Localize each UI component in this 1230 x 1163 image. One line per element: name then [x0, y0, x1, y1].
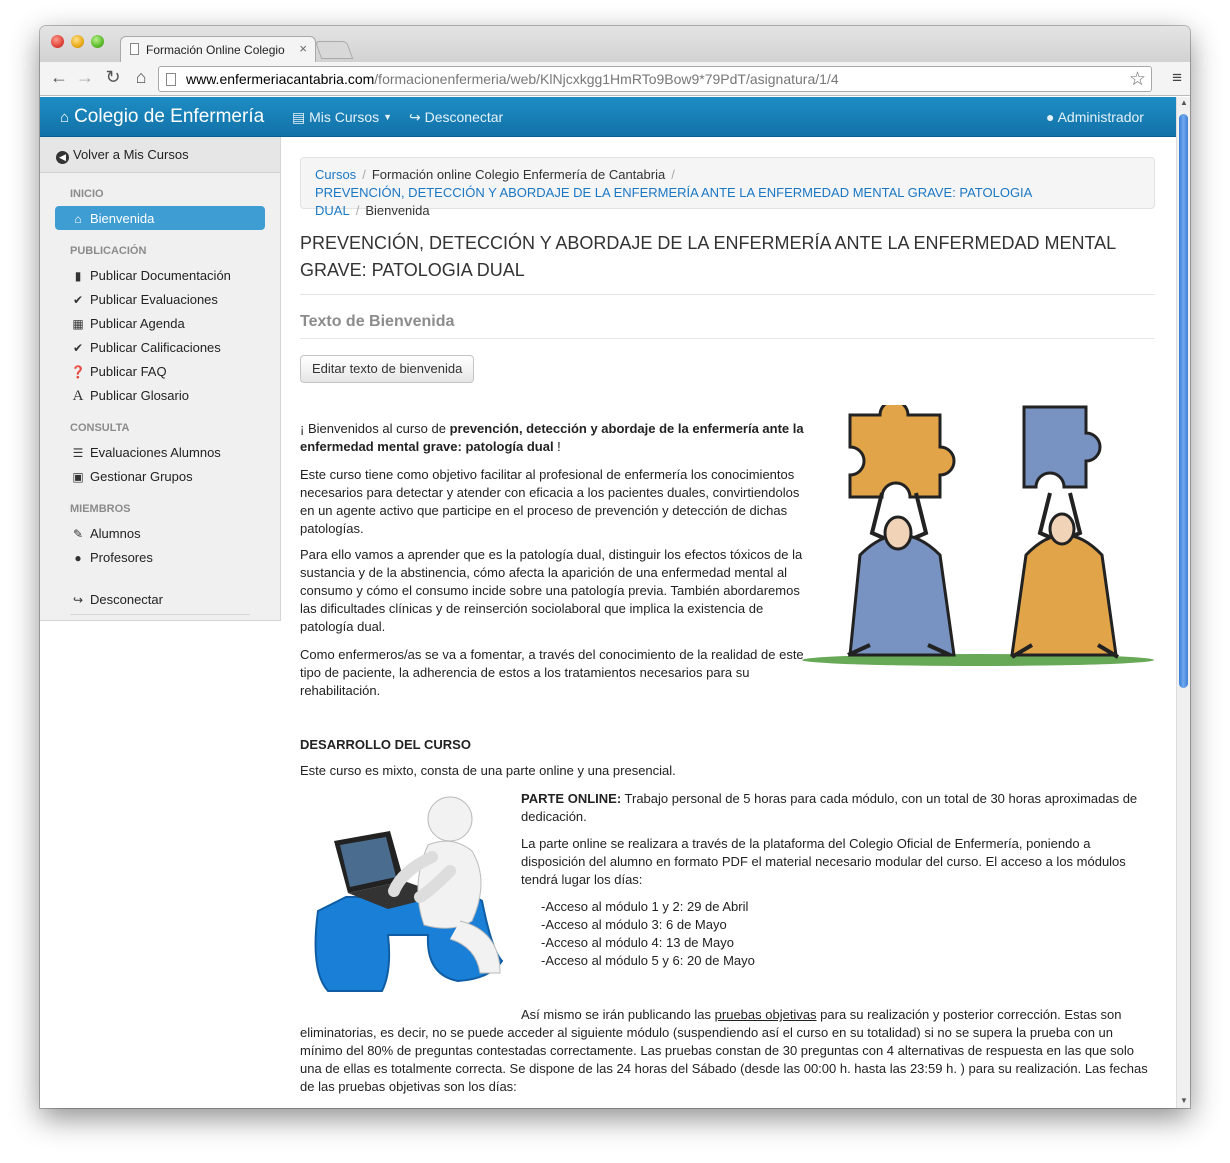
caret-down-icon: ▼	[383, 112, 393, 122]
scroll-thumb[interactable]	[1179, 114, 1188, 688]
sidebar-header-miembros: MIEMBROS	[70, 503, 131, 515]
main-content	[300, 137, 1156, 1108]
sidebar-header-publicacion: PUBLICACIÓN	[70, 245, 147, 257]
sidebar-item-publicar-documentacion[interactable]: ▮ Publicar Documentación	[55, 263, 265, 287]
page-icon	[166, 73, 176, 86]
browser-tab[interactable]	[120, 36, 316, 64]
list-item: -Acceso al módulo 1 y 2: 29 de Abril	[541, 899, 749, 914]
back-to-courses-link[interactable]: ◀ Volver a Mis Cursos	[40, 137, 280, 173]
browser-window	[40, 26, 1190, 1108]
url-text[interactable]: www.enfermeriacantabria.com/formacionenfermeria/web/KlNjcxkgg1HmRTo9Bow9*79PdT/asignatura/1/4	[186, 71, 839, 87]
laptop-person-illustration	[300, 791, 510, 1003]
brand-link[interactable]: ⌂ Colegio de Enfermería	[60, 106, 265, 127]
tab-strip	[40, 26, 1190, 62]
sidebar-header-consulta: CONSULTA	[70, 422, 130, 434]
sidebar	[40, 137, 281, 621]
check-icon: ✔	[72, 293, 84, 307]
close-window-button[interactable]	[51, 35, 64, 48]
breadcrumb: Cursos / Formación online Colegio Enfermería de Cantabria / PREVENCIÓN, DETECCIÓN Y ABORDAJE DE LA ENFERMERÍA ANTE LA ENFERMEDAD MENTAL GRAVE: PATOLOGIA DUAL / Bienvenida	[300, 157, 1155, 209]
forward-icon[interactable]: →	[76, 67, 94, 87]
top-navbar	[40, 97, 1176, 137]
sidebar-divider	[70, 614, 250, 615]
list-icon: ☰	[72, 446, 84, 460]
scroll-down-icon[interactable]: ▼	[1180, 1096, 1188, 1105]
minimize-window-button[interactable]	[71, 35, 84, 48]
breadcrumb-cursos[interactable]: Cursos	[315, 167, 357, 182]
sidebar-item-bienvenida[interactable]: ⌂ Bienvenida	[55, 206, 265, 230]
check-icon: ✔	[72, 341, 84, 355]
breadcrumb-formacion: Formación online Colegio Enfermería de Cantabria	[371, 167, 666, 182]
book-icon: ▤	[292, 109, 310, 125]
arrow-left-circle-icon: ◀	[56, 151, 69, 164]
sidebar-item-publicar-evaluaciones[interactable]: ✔ Publicar Evaluaciones	[55, 287, 265, 311]
list-item: -Acceso al módulo 4: 13 de Mayo	[541, 935, 734, 950]
sidebar-item-publicar-faq[interactable]: ❓ Publicar FAQ	[70, 364, 167, 379]
menu-icon[interactable]: ≡	[1172, 68, 1182, 87]
online-part-text: PARTE ONLINE: Trabajo personal de 5 horas para cada módulo, con un total de 30 horas aproximadas de dedicación.	[521, 791, 1138, 824]
mis-cursos-dropdown[interactable]: ▤ Mis Cursos ▼	[292, 109, 393, 125]
file-icon: ▮	[74, 269, 82, 283]
sidebar-header-inicio: INICIO	[70, 188, 104, 200]
edit-welcome-button[interactable]: Editar texto de bienvenida	[300, 355, 474, 383]
list-item: -Acceso al módulo 5 y 6: 20 de Mayo	[541, 953, 755, 968]
briefcase-icon: ▣	[72, 470, 84, 484]
tab-close-icon[interactable]: ×	[299, 41, 307, 56]
font-icon: A	[72, 388, 84, 404]
module-access-list	[541, 898, 941, 970]
new-tab-button[interactable]	[315, 41, 354, 59]
browser-toolbar	[40, 62, 1190, 96]
question-circle-icon: ❓	[70, 365, 86, 379]
sidebar-item-publicar-glosario[interactable]: A Publicar Glosario	[55, 383, 265, 407]
document-icon	[130, 43, 139, 55]
tab-title: Formación Online Colegio	[146, 43, 285, 57]
admin-link[interactable]: ● Administrador	[1046, 109, 1144, 125]
objective-paragraph: Este curso tiene como objetivo facilitar al profesional de enfermería los conocimientos necesarios para detectar y atender con eficacia a los pacientes duales, convirtiendolos en un agente activo que participe en el proceso de prevención y detección de dichas patologías.	[300, 467, 800, 536]
tests-paragraph: Así mismo se irán publicando las pruebas objetivas para su realización y posterior corrección. Estas son eliminatorias, es decir, no se puede acceder al siguiente módulo (suspendiendo así el curso en su totalidad) si no se supera la prueba con un mínimo del 80% de preguntas contestadas correctamente. Las pruebas constan de 30 preguntas con 4 alternativas de respuesta en las que solo una de ellas es totalmente correcta. Se dispone de las 24 horas del Sábado (desde las 00:00 h. hasta las 23:59 h. ) para su realización. Las fechas de las pruebas objetivas son los días:	[300, 1007, 1148, 1094]
user-icon: ●	[74, 551, 82, 565]
sidebar-item-publicar-agenda[interactable]: ▦ Publicar Agenda	[55, 311, 265, 335]
sidebar-item-publicar-calificaciones[interactable]: ✔ Publicar Calificaciones	[55, 335, 265, 359]
breadcrumb-current: Bienvenida	[365, 203, 430, 218]
puzzle-people-illustration	[800, 405, 1156, 670]
back-icon[interactable]: ←	[50, 67, 68, 87]
list-item: -Acceso al módulo 3: 6 de Mayo	[541, 917, 727, 932]
reload-icon[interactable]: ↻	[105, 67, 121, 87]
home-icon: ⌂	[74, 212, 82, 226]
vertical-scrollbar[interactable]	[1176, 97, 1190, 1108]
scroll-up-icon[interactable]: ▲	[1180, 98, 1188, 107]
calendar-icon: ▦	[72, 317, 84, 331]
development-heading: DESARROLLO DEL CURSO	[300, 737, 471, 752]
breadcrumb-asignatura[interactable]: PREVENCIÓN, DETECCIÓN Y ABORDAJE DE LA ENFERMERÍA ANTE LA ENFERMEDAD MENTAL GRAVE: PATOLOGIA DUAL	[315, 185, 1032, 218]
sidebar-item-alumnos[interactable]: ✎ Alumnos	[55, 521, 265, 545]
zoom-window-button[interactable]	[91, 35, 104, 48]
section-title: Texto de Bienvenida	[300, 313, 1155, 339]
page-viewport	[40, 97, 1176, 1108]
page-title: PREVENCIÓN, DETECCIÓN Y ABORDAJE DE LA ENFERMERÍA ANTE LA ENFERMEDAD MENTAL GRAVE: PATOLOGIA DUAL	[300, 230, 1155, 295]
welcome-paragraph: ¡ Bienvenidos al curso de prevención, detección y abordaje de la enfermería ante la enfermedad mental grave: patología dual !	[300, 421, 804, 454]
home-icon[interactable]: ⌂	[135, 67, 147, 87]
platform-text: La parte online se realizara a través de la plataforma del Colegio Oficial de Enfermería, poniendo a disposición del alumno en formato PDF el material necesario modular del curso. El acceso a los módulos tendrá lugar los días:	[521, 836, 1126, 887]
sidebar-item-desconectar[interactable]: ↪ Desconectar	[55, 587, 265, 611]
mixed-course-text: Este curso es mixto, consta de una parte online y una presencial.	[300, 763, 676, 778]
logout-icon: ↪	[72, 593, 84, 607]
address-bar[interactable]	[158, 66, 1152, 92]
nursing-paragraph: Como enfermeros/as se va a fomentar, a través del conocimiento de la realidad de este tipo de paciente, la adherencia de estos a los tratamientos necesarios para su rehabilitación.	[300, 647, 804, 698]
user-icon: ●	[1046, 109, 1058, 125]
logout-link[interactable]: ↪ Desconectar	[409, 109, 504, 125]
sidebar-item-evaluaciones-alumnos[interactable]: ☰ Evaluaciones Alumnos	[55, 440, 265, 464]
bookmark-star-icon[interactable]: ☆	[1128, 69, 1146, 90]
sidebar-item-profesores[interactable]: ● Profesores	[55, 545, 265, 569]
sidebar-item-gestionar-grupos[interactable]: ▣ Gestionar Grupos	[55, 464, 265, 488]
home-icon: ⌂	[60, 109, 70, 126]
learning-paragraph: Para ello vamos a aprender que es la patología dual, distinguir los efectos tóxicos de la sustancia y de la abstinencia, cómo afecta la aparición de una enfermedad mental al consumo y cómo el consumo incide sobre una patología previa. También abordaremos las dificultades clínicas y de reinserción sociolaboral que implica la existencia de patología dual.	[300, 547, 803, 634]
objective-tests-link[interactable]: pruebas objetivas	[714, 1007, 817, 1022]
pencil-icon: ✎	[72, 527, 84, 541]
logout-icon: ↪	[409, 109, 425, 125]
